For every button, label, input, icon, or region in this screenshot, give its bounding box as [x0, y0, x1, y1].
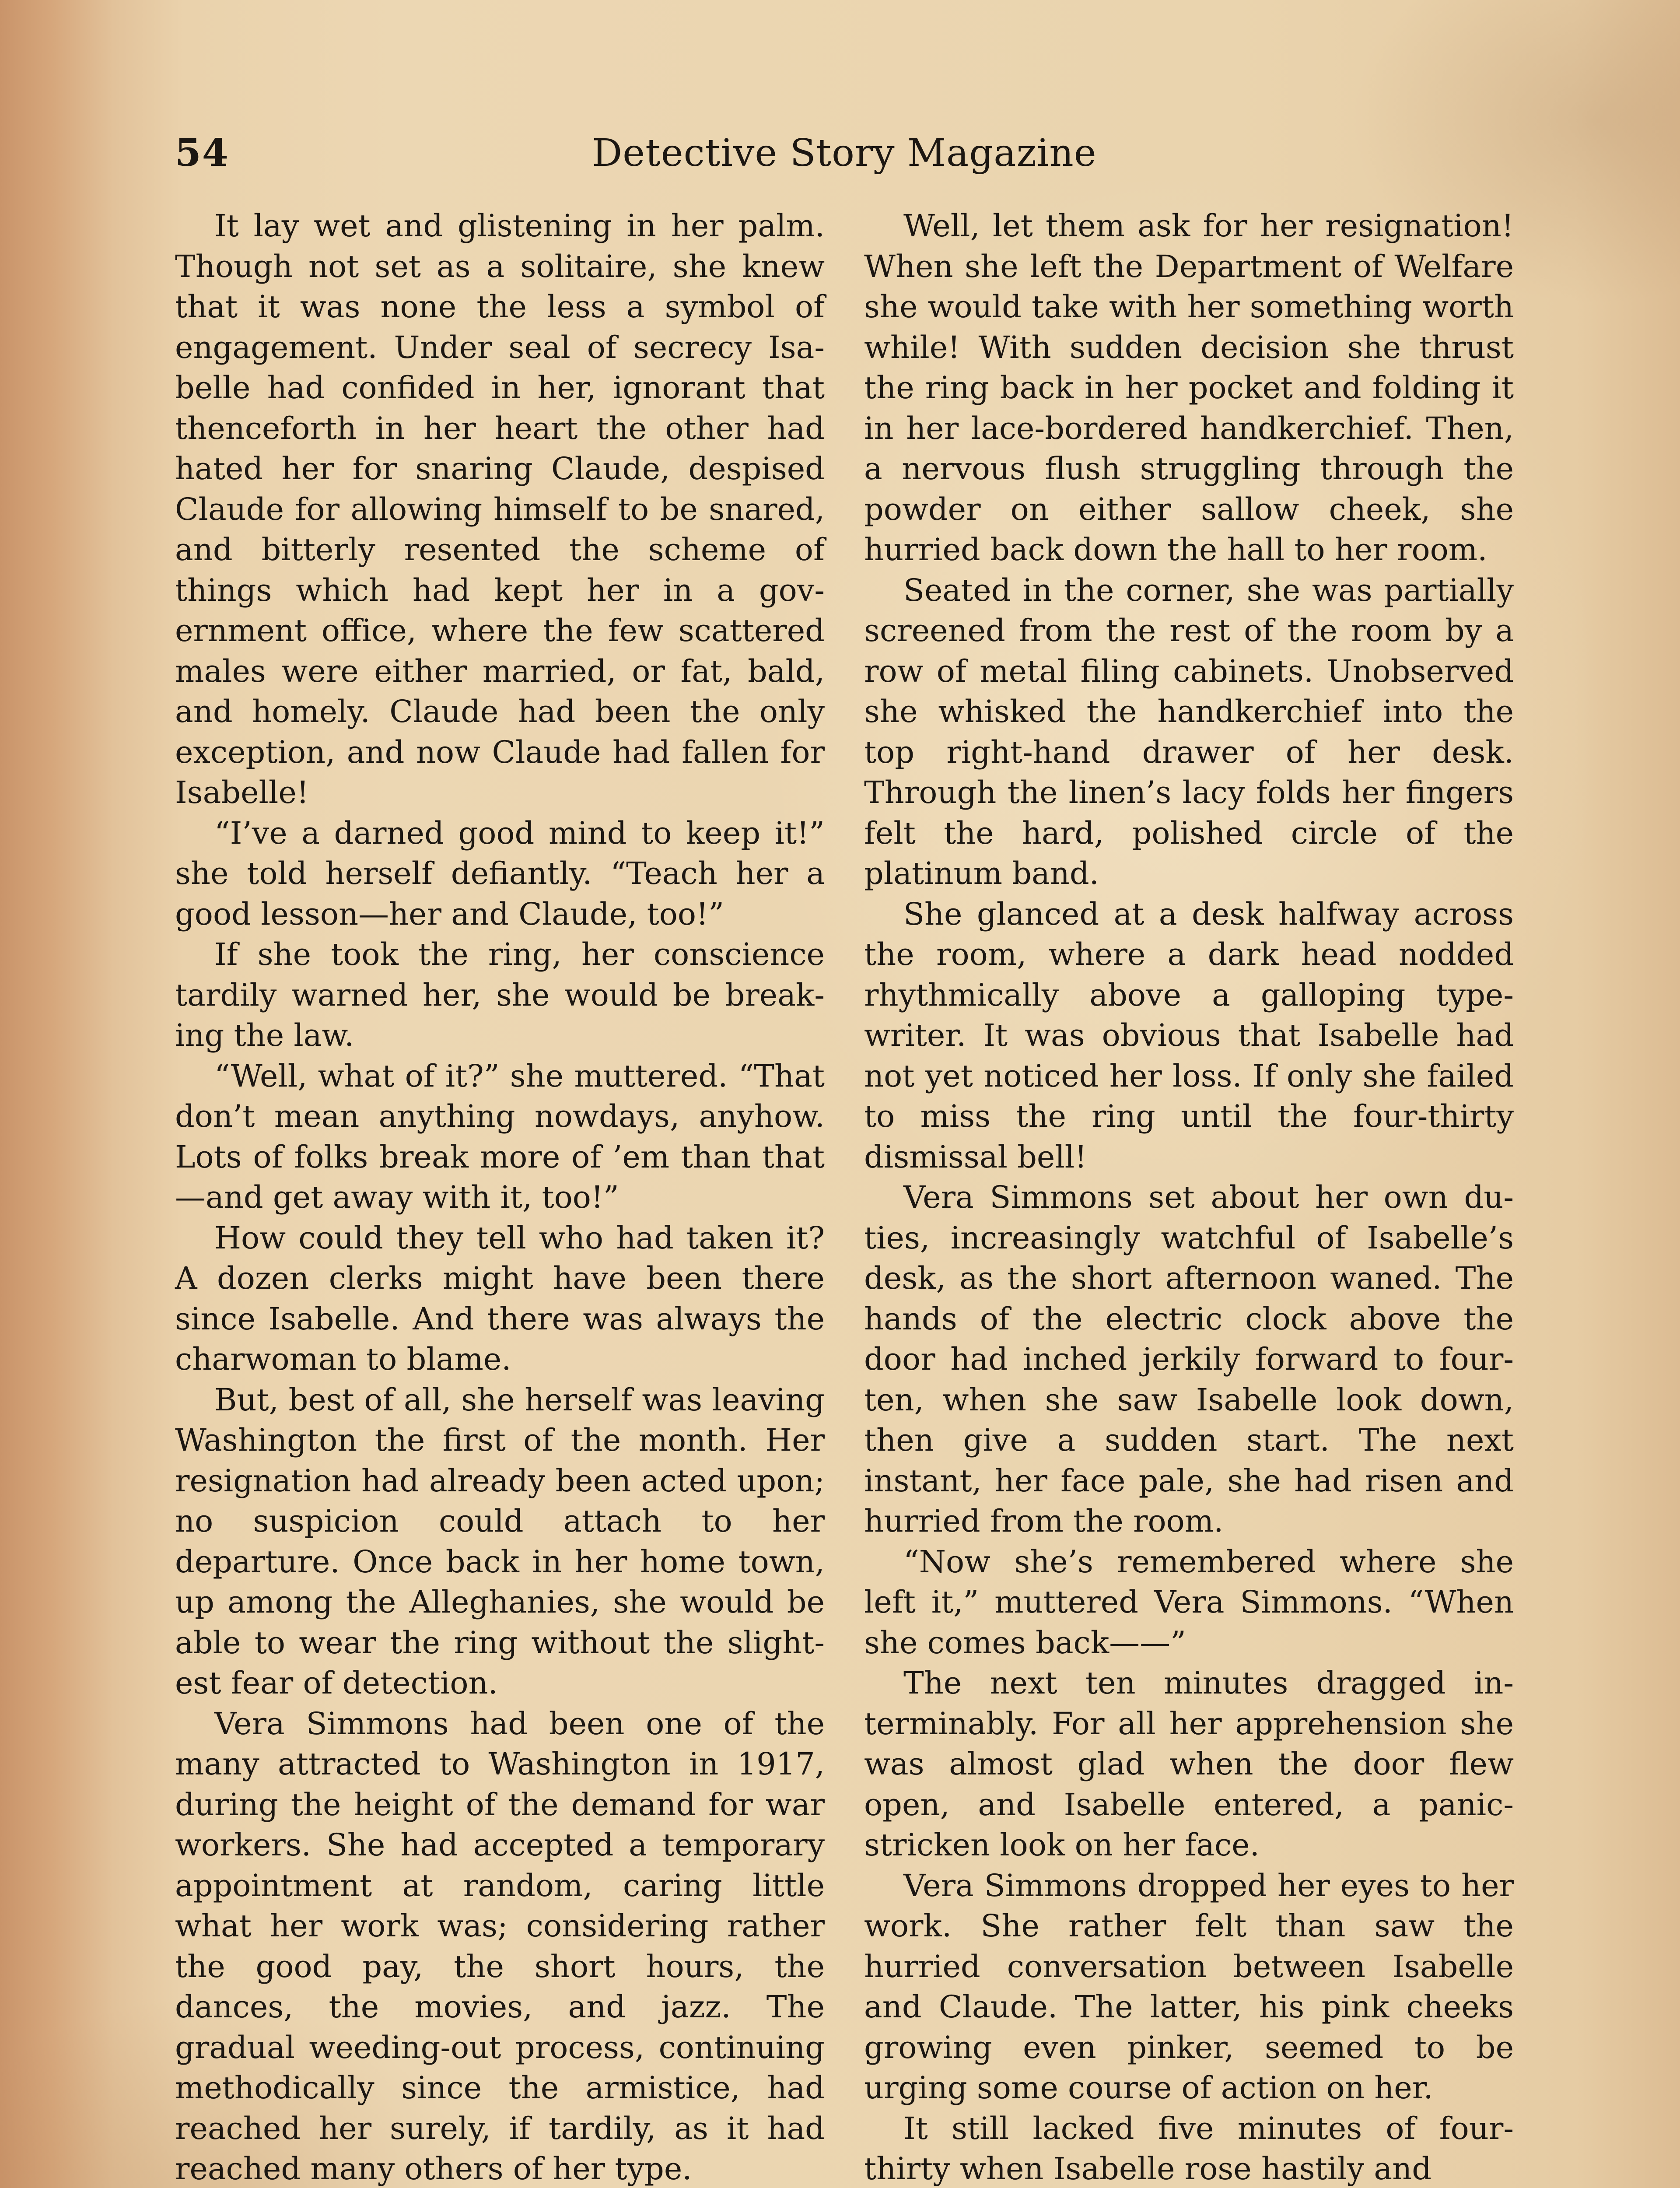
paragraph: If she took the ring, her conscience tardily warned her, she would be breaking the law.	[175, 936, 825, 1053]
paragraph: Vera Simmons set about her own duties, increasingly watchful of Isabelle’s desk, as the short afternoon waned. The hands of the electric clock above the door had inched jerkily forward to four-ten, when she saw Isabelle look down, then give a sudden start. The next instant, her face pale, she had risen and hurried from the room.	[864, 1179, 1514, 1539]
page-number: 54	[175, 131, 229, 175]
magazine-title: Detective Story Magazine	[592, 131, 1097, 175]
paragraph: How could they tell who had taken it? A dozen clerks might have been there since Isabelle. And there was always the charwoman to blame.	[175, 1220, 825, 1377]
left-column	[175, 206, 825, 2188]
paragraph: It lay wet and glistening in her palm. Though not set as a solitaire, she knew that it was none the less a symbol of engagement. Under seal of secrecy Isabelle had confided in her, ignorant that thenceforth in her heart the other had hated her for snaring Claude, despised Claude for allowing himself to be snared, and bitterly resented the scheme of things which had kept her in a government office, where the few scattered males were either married, or fat, bald, and homely. Claude had been the only exception, and now Claude had fallen for Isabelle!	[175, 208, 825, 810]
text-columns	[175, 206, 1514, 2188]
paragraph: It still lacked five minutes of four-thirty when Isabelle rose hastily and	[864, 2110, 1514, 2187]
paragraph: “Now she’s remembered where she left it,” muttered Vera Simmons. “When she comes back——”	[864, 1543, 1514, 1661]
paragraph: “I’ve a darned good mind to keep it!” she told herself defiantly. “Teach her a good lesson—her and Claude, too!”	[175, 815, 825, 932]
paragraph: Vera Simmons dropped her eyes to her work. She rather felt than saw the hurried conversation between Isabelle and Claude. The latter, his pink cheeks growing even pinker, seemed to be urging some course of action on her.	[864, 1867, 1514, 2106]
right-column	[864, 206, 1514, 2188]
running-header	[175, 127, 1514, 188]
paragraph: “Well, what of it?” she muttered. “That don’t mean anything nowdays, anyhow. Lots of folks break more of ’em than that—and get away with it, too!”	[175, 1058, 825, 1215]
paragraph: But, best of all, she herself was leaving Washington the first of the month. Her resignation had already been acted upon; no suspicion could attach to her departure. Once back in her home town, up among the Alleghanies, she would be able to wear the ring without the slightest fear of detection.	[175, 1382, 825, 1701]
paragraph: Vera Simmons had been one of the many attracted to Washington in 1917, during the height of the demand for war workers. She had accepted a temporary appointment at random, caring little what her work was; considering rather the good pay, the short hours, the dances, the movies, and jazz. The gradual weeding-out process, continuing methodically since the armistice, had reached her surely, if tardily, as it had reached many others of her type.	[175, 1705, 825, 2187]
paragraph: Seated in the corner, she was partially screened from the rest of the room by a row of metal filing cabinets. Unobserved she whisked the handkerchief into the top right-hand drawer of her desk. Through the linen’s lacy folds her fingers felt the hard, polished circle of the platinum band.	[864, 572, 1514, 891]
paragraph: Well, let them ask for her resignation! When she left the Department of Welfare she would take with her something worth while! With sudden decision she thrust the ring back in her pocket and folding it in her lace-bordered handkerchief. Then, a nervous flush struggling through the powder on either sallow cheek, she hurried back down the hall to her room.	[864, 208, 1514, 568]
paragraph: She glanced at a desk halfway across the room, where a dark head nodded rhythmically above a galloping typewriter. It was obvious that Isabelle had not yet noticed her loss. If only she failed to miss the ring until the four-thirty dismissal bell!	[864, 896, 1514, 1175]
paragraph: The next ten minutes dragged interminably. For all her apprehension she was almost glad when the door flew open, and Isabelle entered, a panic-stricken look on her face.	[864, 1665, 1514, 1863]
